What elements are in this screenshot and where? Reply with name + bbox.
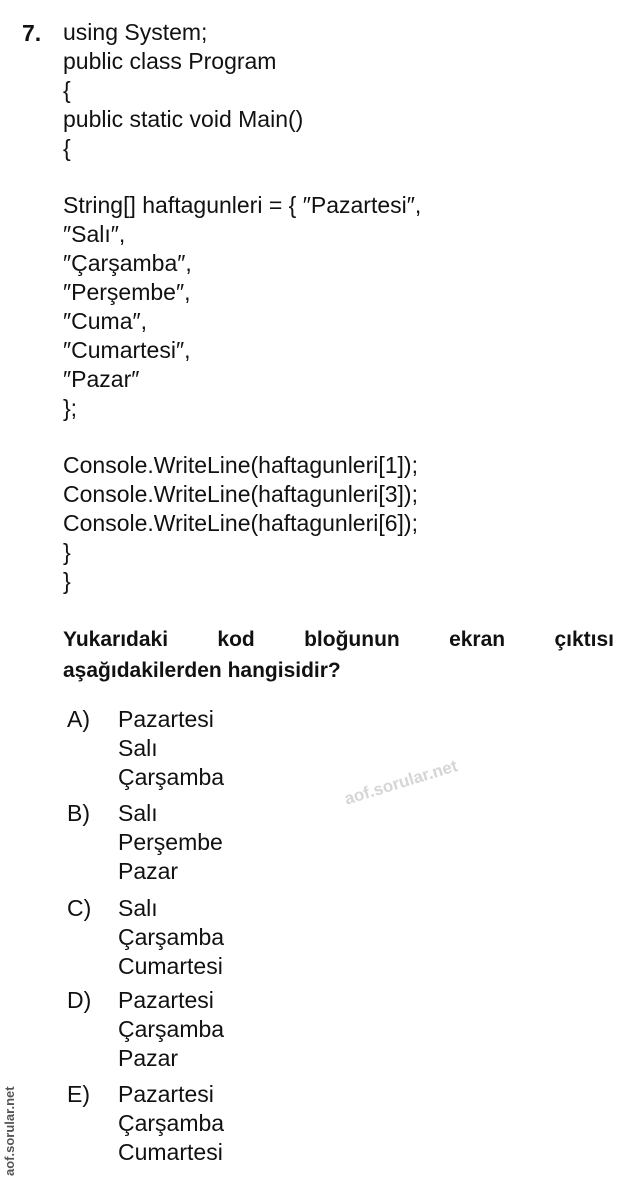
option-line: Çarşamba <box>118 764 225 790</box>
option-line: Pazartesi <box>118 987 214 1013</box>
option-label: D) <box>67 987 92 1013</box>
option-line: Çarşamba <box>118 1016 225 1042</box>
code-line: ″Cumartesi″, <box>63 336 191 363</box>
option-line: Salı <box>118 735 158 761</box>
question-prompt <box>63 624 614 686</box>
code-line <box>63 422 421 451</box>
code-line: public static void Main() <box>63 105 304 132</box>
code-line: ″Cuma″, <box>63 307 148 334</box>
code-block <box>63 18 421 596</box>
option-line: Pazar <box>118 1045 179 1071</box>
code-line: { <box>63 76 71 103</box>
option-label: E) <box>67 1081 90 1107</box>
option-line: Pazar <box>118 858 179 884</box>
code-line: String[] haftagunleri = { ″Pazartesi″, <box>63 192 422 219</box>
option-label: C) <box>67 895 92 921</box>
code-line: Console.WriteLine(haftagunleri[1]); <box>63 452 418 479</box>
option-line: Çarşamba <box>118 1110 225 1136</box>
code-line: public class Program <box>63 47 277 74</box>
code-line: } <box>63 539 71 566</box>
option-line: Salı <box>118 800 158 826</box>
option-line: Perşembe <box>118 829 223 855</box>
question-number: 7. <box>22 20 42 46</box>
question-prompt-line: Yukarıdaki kod bloğunun ekran çıktısı <box>63 628 614 651</box>
code-line: { <box>63 134 71 161</box>
option-line: Cumartesi <box>118 953 223 979</box>
option-label: B) <box>67 800 90 826</box>
code-line: ″Salı″, <box>63 221 126 248</box>
code-line: Console.WriteLine(haftagunleri[6]); <box>63 510 418 537</box>
option-line: Pazartesi <box>118 706 214 732</box>
code-line <box>63 162 421 191</box>
option-line: Çarşamba <box>118 924 225 950</box>
code-line: } <box>63 567 71 594</box>
code-line: ″Perşembe″, <box>63 279 191 306</box>
option-line: Salı <box>118 895 158 921</box>
code-line: using System; <box>63 19 208 45</box>
option-label: A) <box>67 706 90 732</box>
watermark-center: aof.sorular.net <box>342 756 460 809</box>
watermark-side: aof.sorular.net <box>2 1086 17 1176</box>
code-line: Console.WriteLine(haftagunleri[3]); <box>63 481 418 508</box>
code-line: ″Pazar″ <box>63 365 140 392</box>
code-line: }; <box>63 394 78 421</box>
option-line: Cumartesi <box>118 1139 223 1165</box>
question-prompt-line: aşağıdakilerden hangisidir? <box>63 659 341 682</box>
code-line: ″Çarşamba″, <box>63 250 192 277</box>
option-line: Pazartesi <box>118 1081 214 1107</box>
